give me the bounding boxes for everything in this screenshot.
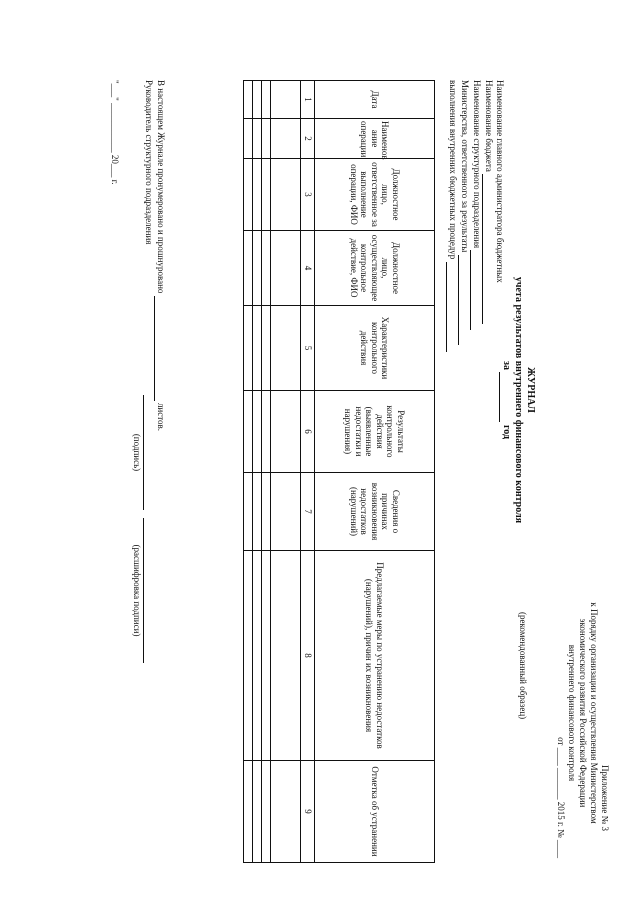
empty-cell	[262, 159, 271, 231]
col-number: 1	[301, 81, 315, 119]
empty-cell	[271, 473, 301, 551]
col-number: 5	[301, 306, 315, 391]
pages-blank	[154, 296, 166, 401]
appendix-line1: Приложение № 3	[600, 765, 610, 831]
pages-suffix: листов.	[156, 402, 166, 432]
field-ministry-line	[458, 255, 470, 345]
header-date: Дата	[315, 81, 435, 119]
empty-cell	[262, 473, 271, 551]
header-controller: Должностное лицо, осуществляющее контрольное действие, ФИО	[315, 231, 435, 306]
footer-pages	[154, 80, 166, 500]
field-budget	[482, 80, 494, 500]
appendix-line4: внутреннего финансового контроля	[567, 644, 577, 782]
empty-cell	[262, 551, 271, 761]
empty-cell	[244, 473, 253, 551]
table-row	[244, 81, 253, 863]
footer-date: "___" ___________ 20___ г.	[110, 80, 120, 185]
sample-note: (рекомендованный образец)	[518, 612, 528, 720]
empty-cell	[262, 81, 271, 119]
empty-cell	[244, 391, 253, 473]
decoding-caption: (расшифровка подписи)	[132, 544, 142, 637]
header-results: Результаты контрольного действия (выявленные недостатки и нарушения)	[315, 391, 435, 473]
appendix-line2: к Порядку организации и осуществления Министерством	[589, 602, 599, 824]
table-row	[253, 81, 262, 863]
header-characteristics: Характеристики контрольного действия	[315, 306, 435, 391]
col-number: 7	[301, 473, 315, 551]
empty-cell	[253, 306, 262, 391]
field-procedures-label: выполнения внутренних бюджетных процедур	[448, 80, 458, 260]
table-row	[262, 81, 271, 863]
head-label: Руководитель структурного подразделения	[144, 80, 154, 245]
field-procedures-line	[446, 262, 458, 352]
col-number: 4	[301, 231, 315, 306]
period-prefix: за	[501, 360, 512, 370]
table-row	[271, 81, 301, 863]
empty-cell	[271, 551, 301, 761]
empty-cell	[253, 761, 262, 863]
field-division	[470, 80, 482, 500]
empty-cell	[253, 231, 262, 306]
field-ministry	[458, 80, 470, 500]
empty-cell	[262, 231, 271, 306]
empty-cell	[253, 391, 262, 473]
empty-cell	[262, 119, 271, 159]
empty-cell	[244, 159, 253, 231]
journal-table	[244, 80, 436, 863]
empty-cell	[244, 119, 253, 159]
signature-line	[143, 395, 144, 510]
header-causes: Сведения о причинах возникновения недостатков (нарушений)	[315, 473, 435, 551]
empty-cell	[253, 159, 262, 231]
header-measures: Предлагаемые меры по устранению недостатков (нарушений), причин их возникновения	[315, 551, 435, 761]
field-procedures	[446, 80, 458, 500]
col-number: 2	[301, 119, 315, 159]
field-division-label: Наименование структурного подразделения	[472, 80, 482, 249]
decoding-line	[143, 518, 144, 663]
empty-cell	[244, 551, 253, 761]
col-number: 9	[301, 761, 315, 863]
journal-subtitle: учета результатов внутреннего финансового контроля	[513, 276, 524, 524]
empty-cell	[253, 551, 262, 761]
empty-cell	[271, 391, 301, 473]
pages-text: В настоящем Журнале пронумеровано и прошнуровано	[156, 80, 166, 294]
empty-cell	[271, 81, 301, 119]
empty-cell	[262, 391, 271, 473]
field-ministry-label: Министерства, ответственного за результаты	[460, 80, 470, 253]
header-operation: Наименов ание операции	[315, 119, 435, 159]
signature-caption: (подпись)	[132, 433, 142, 472]
header-row	[315, 81, 435, 863]
empty-cell	[271, 306, 301, 391]
empty-cell	[262, 306, 271, 391]
empty-cell	[262, 761, 271, 863]
empty-cell	[271, 119, 301, 159]
col-number: 6	[301, 391, 315, 473]
field-division-line	[470, 250, 482, 330]
empty-cell	[244, 231, 253, 306]
field-admin	[494, 80, 505, 500]
fields-block	[446, 80, 505, 500]
empty-cell	[253, 81, 262, 119]
journal-title: ЖУРНАЛ	[525, 367, 536, 413]
col-number: 3	[301, 159, 315, 231]
empty-cell	[253, 473, 262, 551]
empty-cell	[244, 306, 253, 391]
field-admin-label: Наименование главного администратора бюджетных	[495, 80, 505, 283]
empty-cell	[271, 159, 301, 231]
number-row	[301, 81, 315, 863]
field-budget-label: Наименование бюджета	[484, 80, 494, 172]
header-resolution: Отметка об устранении	[315, 761, 435, 863]
col-number: 8	[301, 551, 315, 761]
header-responsible: Должностное лицо, ответственное за выполнение операции, ФИО	[315, 159, 435, 231]
period-suffix: год	[501, 424, 512, 440]
appendix-block	[555, 548, 610, 878]
empty-cell	[253, 119, 262, 159]
empty-cell	[271, 761, 301, 863]
field-budget-line	[482, 174, 494, 324]
empty-cell	[271, 231, 301, 306]
empty-cell	[244, 761, 253, 863]
appendix-line3: экономического развития Российской Федерации	[578, 618, 588, 808]
empty-cell	[244, 81, 253, 119]
appendix-date: от ____ _______ 2015 г. № ____	[556, 737, 566, 858]
